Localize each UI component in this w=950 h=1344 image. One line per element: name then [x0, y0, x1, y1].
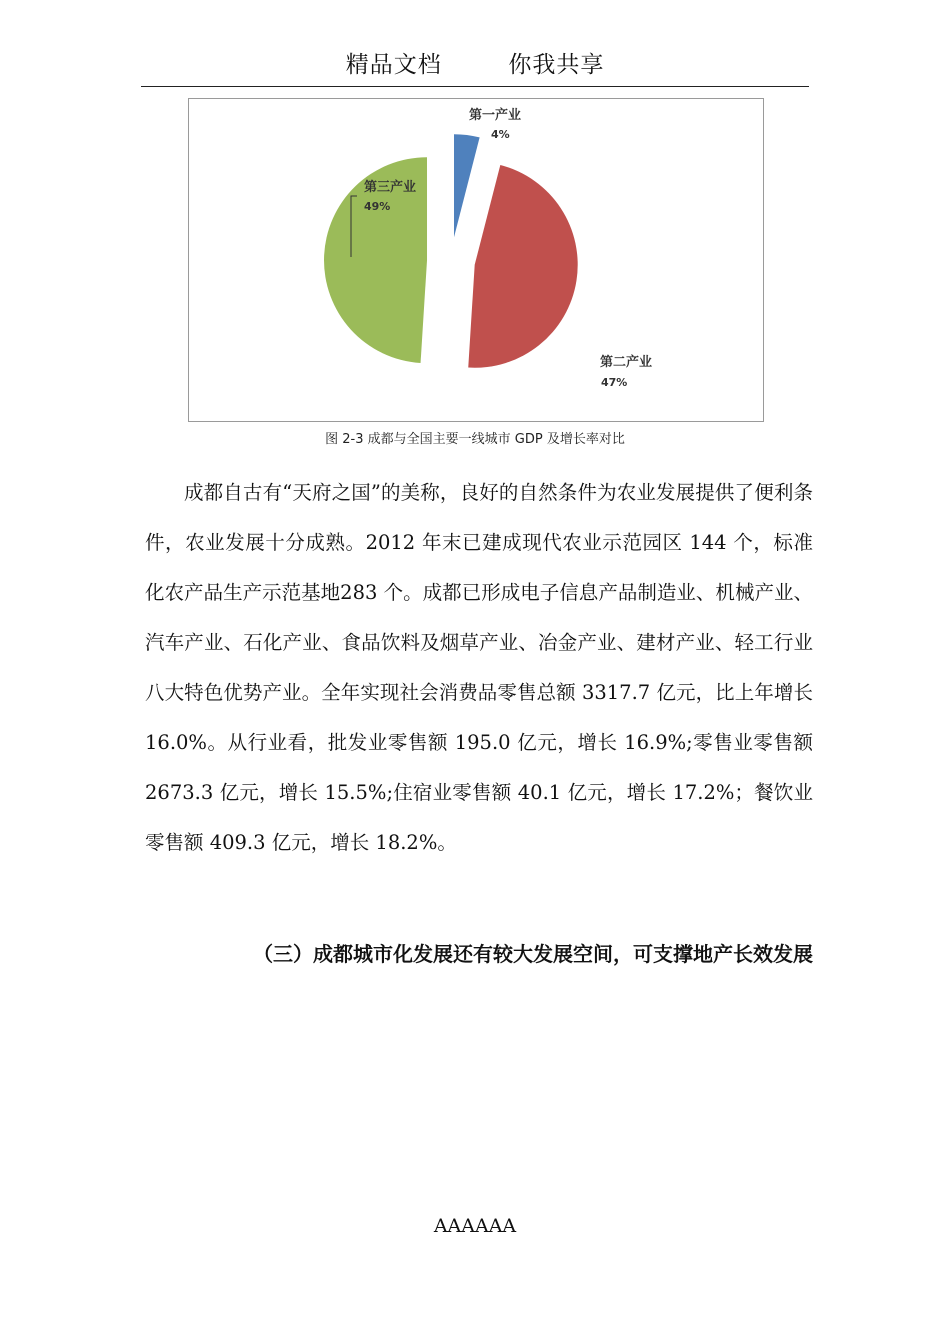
body-paragraph: 成都自古有“天府之国”的美称，良好的自然条件为农业发展提供了便利条件，农业发展十分成熟。2012 年末已建成现代农业示范园区 144 个，标准化农产品生产示范基地283 个。成都已形成电子信息产品制造业、机械产业、汽车产业、石化产业、食品饮料及烟草产业、冶金产业、建材产业、轻工行业八大特色优势产业。全年实现社会消费品零售总额 3317.7 亿元，比上年增长 16.0%。从行业看，批发业零售额 195.0 亿元，增长 16.9%;零售业零售额 2673.3 亿元，增长 15.5%;住宿业零售额 40.1 亿元，增长 17.2%；餐饮业零售额 409.3 亿元，增长 18.2%。	[145, 481, 813, 854]
page-footer: AAAAAA	[433, 1215, 517, 1237]
slice-label-2: 第二产业	[600, 355, 653, 370]
slice-label-3: 第三产业	[364, 180, 417, 195]
section-subheading: （三）成都城市化发展还有较大发展空间，可支撑地产长效发展	[253, 942, 813, 966]
page-header	[0, 46, 950, 79]
pie-slice-1	[454, 134, 480, 237]
slice-percent-1: 4%	[491, 128, 510, 141]
pie-slice-2	[468, 165, 577, 368]
pie-chart-frame	[188, 98, 764, 422]
header-rule	[141, 86, 809, 87]
header-right-text: 你我共享	[508, 52, 605, 78]
slice-percent-3: 49%	[364, 200, 391, 213]
slice-label-1: 第一产业	[469, 108, 522, 123]
figure-caption: 图 2-3 成都与全国主要一线城市 GDP 及增长率对比	[325, 432, 625, 447]
pie-chart	[189, 99, 765, 423]
header-left-text: 精品文档	[345, 52, 442, 78]
slice-percent-2: 47%	[601, 376, 628, 389]
